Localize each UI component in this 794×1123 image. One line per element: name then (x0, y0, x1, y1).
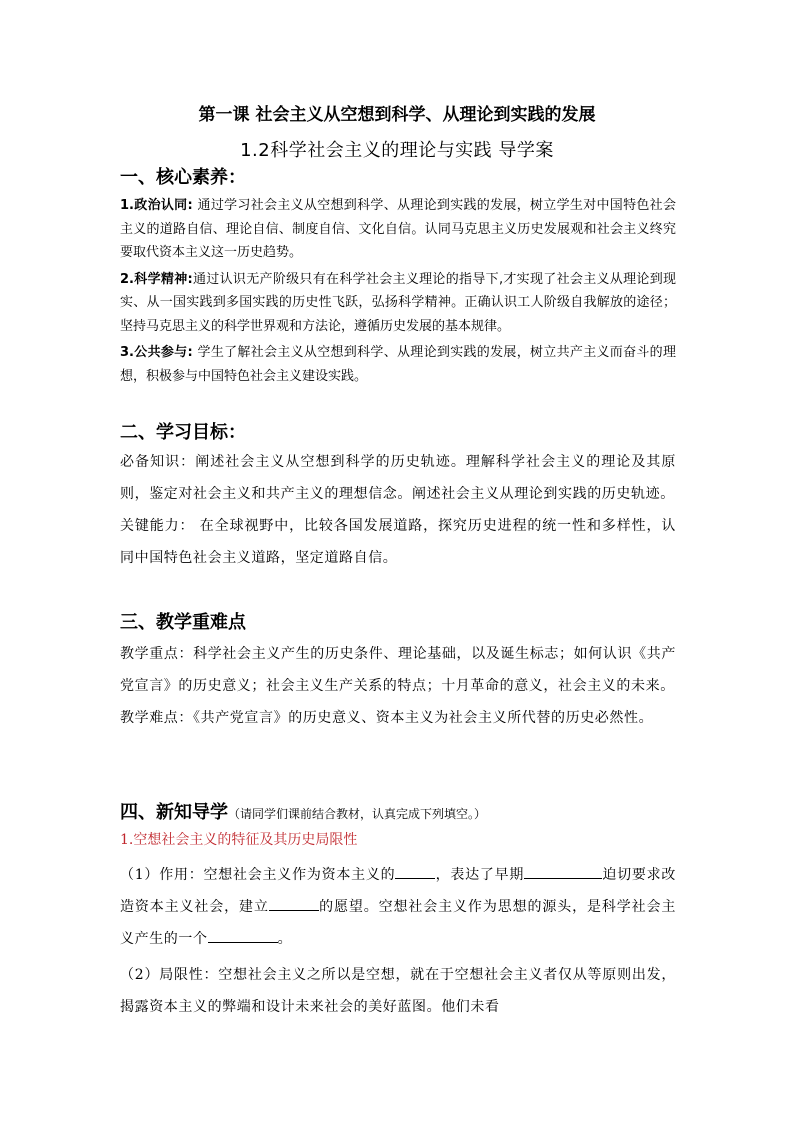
heading-learning-goals: 二、学习目标： (120, 422, 246, 443)
q1-text-d: 的愿望。空想社会主义作为思想的源头，是科学社会主义产生的一个 (120, 899, 676, 947)
political-identity-paragraph (120, 194, 676, 265)
heading-core-literacy: 一、核心素养： (120, 167, 246, 188)
public-participation-label: 3.公共参与: (120, 345, 198, 360)
blank-4[interactable] (208, 928, 278, 943)
lesson-subtitle: 1.2科学社会主义的理论与实践 导学案 (240, 140, 554, 161)
learning-goals-paragraphs (120, 446, 676, 574)
blank-1[interactable] (395, 864, 435, 879)
section-utopian-socialism-heading: 1.空想社会主义的特征及其历史局限性 (120, 832, 358, 848)
q1-text-a: （1）作用：空想社会主义作为资本主义的 (120, 867, 396, 883)
key-difficult-paragraphs (120, 638, 676, 734)
public-participation-paragraph (120, 341, 676, 388)
political-identity-text: 通过学习社会主义从空想到科学、从理论到实践的发展，树立学生对中国特色社会主义的道路自信、理论自信、制度自信、文化自信。认同马克思主义历史发展观和社会主义终究要取代资本主义这一历史趋势。 (120, 198, 676, 260)
required-knowledge-paragraph: 必备知识：阐述社会主义从空想到科学的历史轨迹。理解科学社会主义的理论及其原则，鉴定对社会主义和共产主义的理想信念。阐述社会主义从理论到实践的历史轨迹。 (120, 454, 676, 502)
blank-2[interactable] (524, 864, 602, 879)
q1-text-c: 迫切要求改造资本主义社会，建立 (120, 867, 676, 915)
scientific-spirit-label: 2.科学精神: (120, 271, 193, 287)
scientific-spirit-text: 通过认识无产阶级只有在科学社会主义理论的指导下,才实现了社会主义从理论到现实、从一国实践到多国实践的历史性飞跃，弘扬科学精神。正确认识工人阶级自我解放的途径；坚持马克思主义的科学世界观和方法论，遵循历史发展的基本规律。 (120, 271, 676, 334)
public-participation-text: 学生了解社会主义从空想到科学、从理论到实践的发展，树立共产主义而奋斗的理想，积极参与中国特色社会主义建设实践。 (120, 345, 676, 384)
new-knowledge-title: 四、新知导学 (120, 802, 228, 823)
q1-text-e: 。 (277, 931, 293, 947)
new-knowledge-note: （请同学们课前结合教材，认真完成下列填空。） (228, 807, 487, 821)
core-literacy-paragraphs (120, 194, 676, 388)
question-2-limitation: （2）局限性：空想社会主义之所以是空想，就在于空想社会主义者仅从等原则出发，揭露资本主义的弊端和设计未来社会的美好蓝图。他们未看 (120, 967, 676, 1015)
heading-new-knowledge (120, 798, 486, 824)
question-1-role (120, 859, 676, 955)
key-ability-paragraph: 关键能力： 在全球视野中，比较各国发展道路，探究历史进程的统一性和多样性，认同中国特色社会主义道路，坚定道路自信。 (120, 518, 676, 566)
political-identity-label: 1.政治认同: (120, 198, 198, 213)
teaching-difficult-points-paragraph: 教学难点：《共产党宣言》的历史意义、资本主义为社会主义所代替的历史必然性。 (120, 710, 654, 726)
scientific-spirit-paragraph (120, 268, 676, 339)
fill-in-questions (120, 859, 676, 1023)
lesson-title: 第一课 社会主义从空想到科学、从理论到实践的发展 (198, 105, 596, 125)
heading-key-difficult-points: 三、教学重难点 (120, 612, 246, 633)
teaching-key-points-paragraph: 教学重点：科学社会主义产生的历史条件、理论基础，以及诞生标志；如何认识《共产党宣言》的历史意义；社会主义生产关系的特点；十月革命的意义，社会主义的未来。 (120, 646, 676, 694)
q1-text-b: ，表达了早期 (435, 867, 525, 883)
blank-3[interactable] (269, 896, 319, 911)
